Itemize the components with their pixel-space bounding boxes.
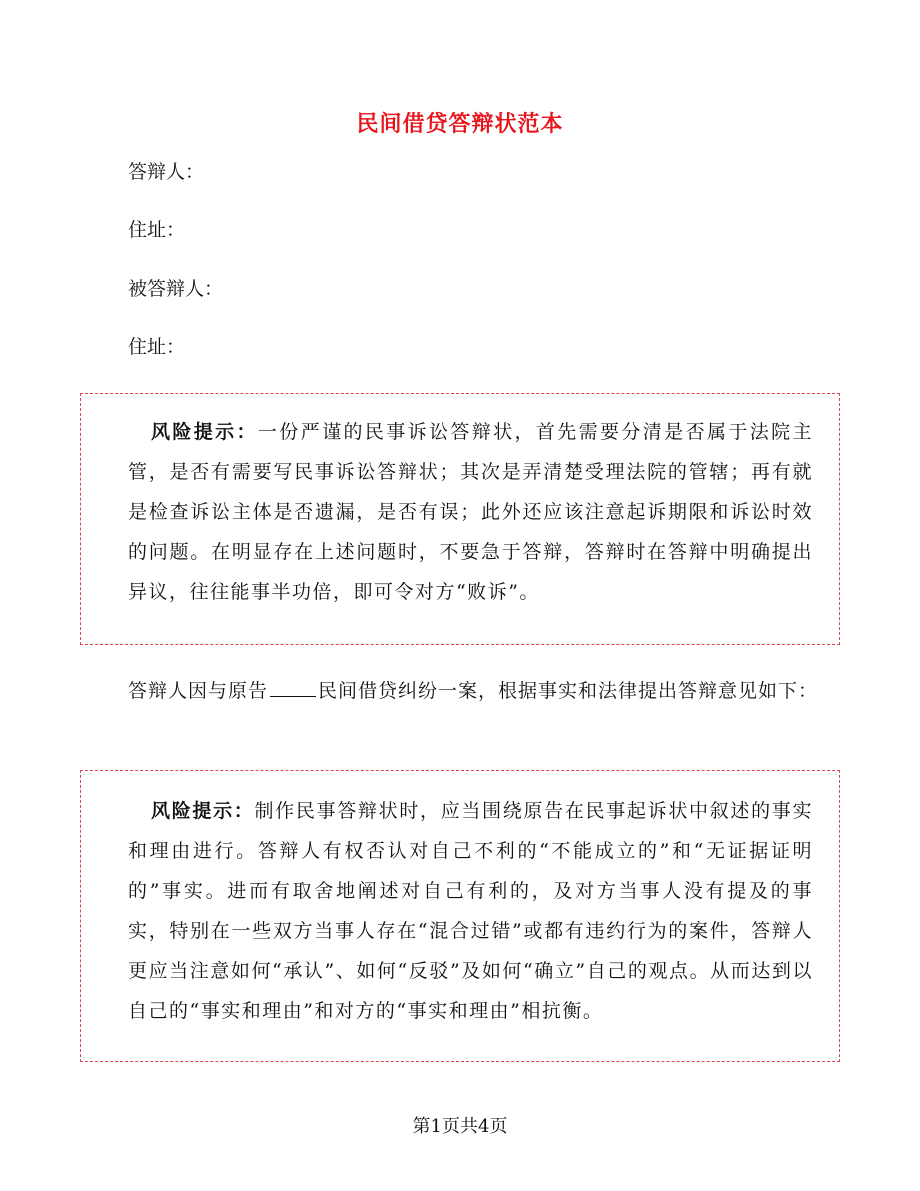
defendant-address-label: 住址： (128, 336, 186, 358)
defendant-label: 被答辩人： (128, 278, 224, 300)
risk-notice-1-paragraph (128, 412, 813, 612)
respondent-address-label: 住址： (128, 219, 186, 241)
risk-notice-2-paragraph (128, 791, 813, 1031)
answer-intro-before-blank: 答辩人因与原告 (128, 680, 269, 702)
plaintiff-name-blank (270, 678, 316, 697)
page-title: 民间借贷答辩状范本 (356, 111, 564, 137)
risk-notice-box-2 (80, 770, 840, 1062)
risk-notice-1-text: 一份严谨的民事诉讼答辩状，首先需要分清是否属于法院主管，是否有需要写民事诉讼答辩状；其次是弄清楚受理法院的管辖；再有就是检查诉讼主体是否遗漏，是否有误；此外还应该注意起诉期限和诉讼时效的问题。在明显存在上述问题时，不要急于答辩，答辩时在答辩中明确提出异议，往往能事半功倍，即可令对方“败诉”。 (128, 421, 813, 603)
risk-notice-1-label: 风险提示： (151, 421, 258, 443)
risk-notice-2-label: 风险提示： (151, 800, 255, 822)
answer-intro-paragraph (82, 669, 842, 713)
page-number: 第1页共4页 (412, 1116, 508, 1137)
answer-intro-after-blank: 民间借贷纠纷一案，根据事实和法律提出答辩意见如下： (318, 680, 819, 702)
risk-notice-2-text: 制作民事答辩状时，应当围绕原告在民事起诉状中叙述的事实和理由进行。答辩人有权否认对自己不利的“不能成立的”和“无证据证明的”事实。进而有取舍地阐述对自己有利的，及对方当事人没有提及的事实，特别在一些双方当事人存在“混合过错”或都有违约行为的案件，答辩人更应当注意如何“承认”、如何“反驳”及如何“确立”自己的观点。从而达到以自己的“事实和理由”和对方的“事实和理由”相抗衡。 (128, 800, 813, 1022)
respondent-label: 答辩人： (128, 161, 205, 183)
risk-notice-box-1 (80, 393, 840, 645)
